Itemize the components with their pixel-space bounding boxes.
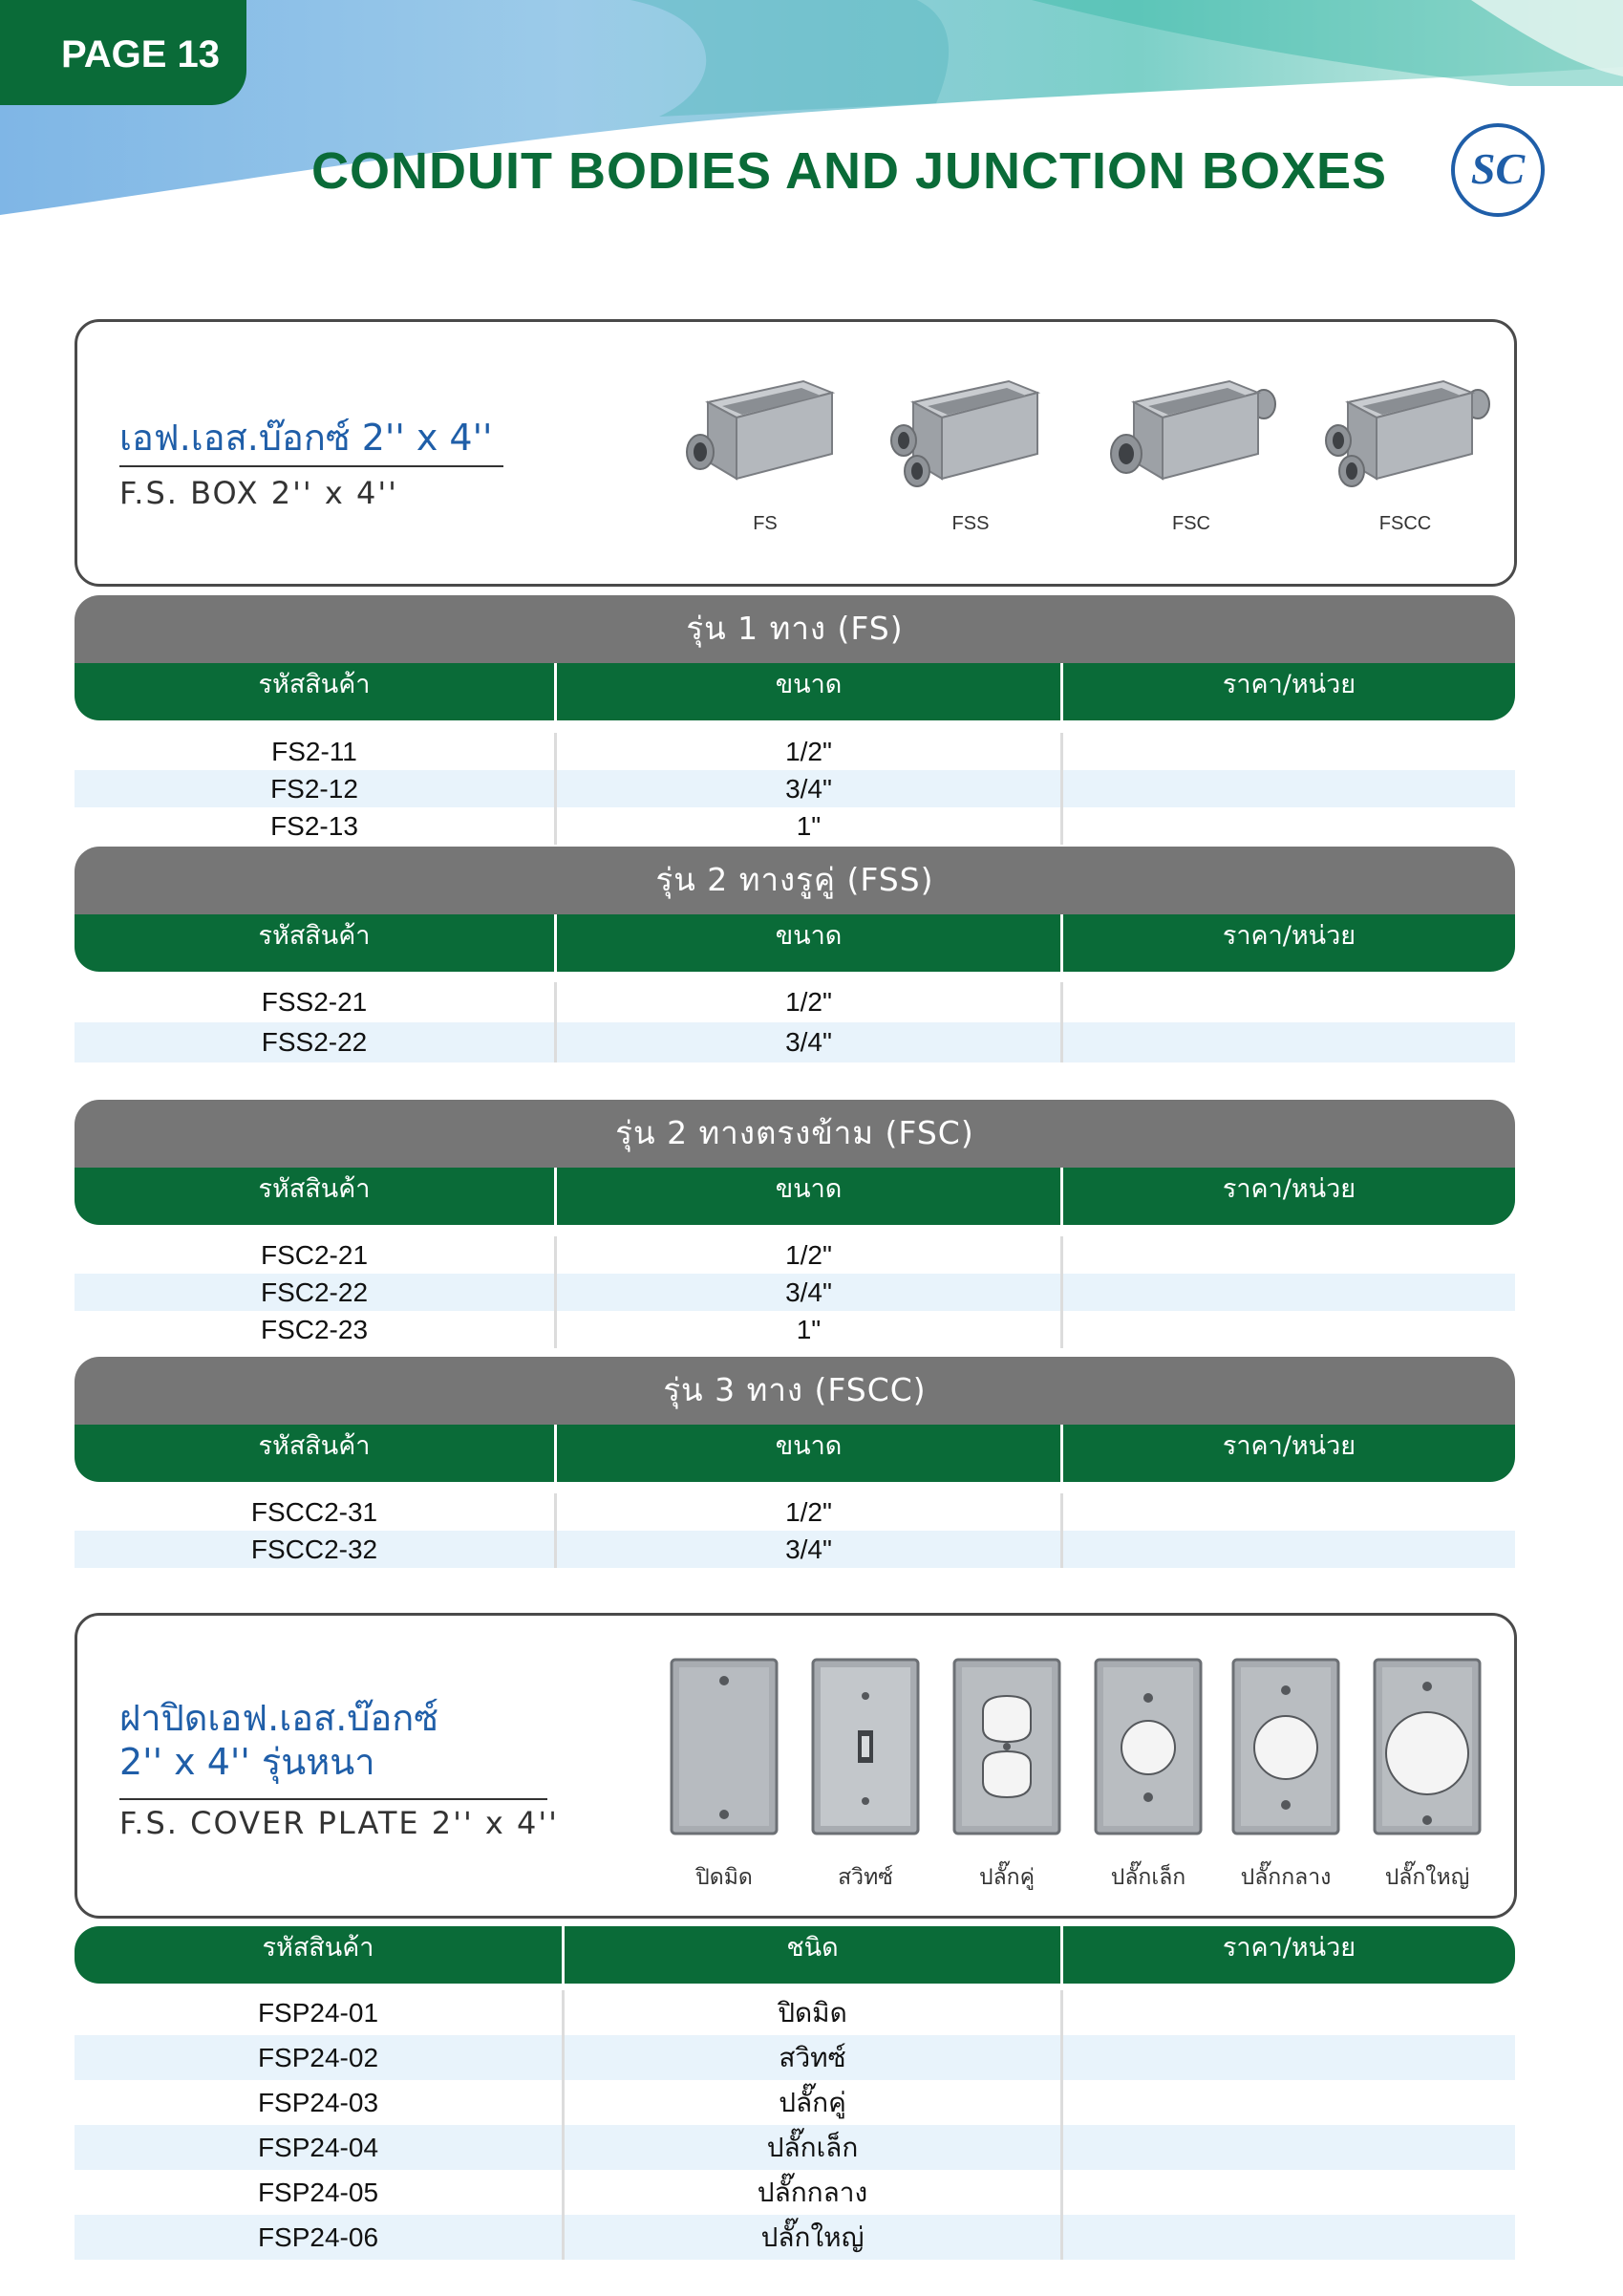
product-size: 1" — [796, 810, 822, 841]
page-title: CONDUIT BODIES AND JUNCTION BOXES — [311, 142, 1388, 200]
product-large-outlet-plate — [1365, 1658, 1489, 1897]
product-code: FSP24-06 — [257, 2221, 379, 2252]
table-row — [75, 2170, 1515, 2215]
col-header-size: ขนาด — [775, 921, 843, 951]
product-code: FSP24-05 — [257, 2177, 379, 2207]
product-label: FSC — [1172, 513, 1210, 534]
product-label: ปลั๊กใหญ่ — [1384, 1865, 1470, 1890]
product-price — [1063, 2125, 1515, 2170]
product-code: FSP24-04 — [257, 2132, 379, 2162]
sc-logo — [1448, 120, 1548, 220]
product-price — [1063, 807, 1515, 845]
section-title-fs: รุ่น 1 ทาง (FS) — [75, 595, 1515, 666]
product-price — [1063, 1236, 1515, 1274]
table-header-fss — [75, 914, 1515, 972]
product-medium-outlet-plate — [1224, 1658, 1348, 1897]
product-fs — [670, 364, 861, 555]
col-header-code: รหัสสินค้า — [258, 670, 371, 699]
product-size: 3/4" — [785, 1534, 832, 1564]
table-row — [75, 1236, 1515, 1274]
product-switch-plate — [803, 1658, 928, 1897]
product-size: 1/2" — [785, 1496, 832, 1527]
blank-cover-plate-image — [662, 1658, 786, 1839]
product-label: ปลั๊กคู่ — [978, 1865, 1035, 1890]
fs-box-name-english: F.S. BOX 2'' x 4'' — [119, 475, 398, 511]
table-row — [75, 2080, 1515, 2125]
table-header-fs — [75, 663, 1515, 720]
col-header-type: ชนิด — [786, 1933, 839, 1963]
fs-box-name-thai: เอฟ.เอส.บ๊อกซ์ 2'' x 4'' — [119, 417, 493, 459]
name-underline — [119, 1798, 547, 1800]
small-outlet-cover-plate-image — [1086, 1658, 1210, 1839]
product-blank-plate — [662, 1658, 786, 1897]
product-label: สวิทซ์ — [838, 1865, 893, 1890]
product-price — [1063, 1990, 1515, 2035]
table-header-fsc — [75, 1168, 1515, 1225]
fscc-box-three-way-image — [1310, 364, 1501, 507]
product-type: ปลั๊กใหญ่ — [760, 2221, 865, 2253]
product-code: FSCC2-32 — [250, 1534, 378, 1564]
large-outlet-cover-plate-image — [1365, 1658, 1489, 1839]
product-price — [1063, 2215, 1515, 2260]
cover-plate-name-thai-line1: ฝาปิดเอฟ.เอส.บ๊อกซ์ — [119, 1697, 439, 1739]
col-header-code: รหัสสินค้า — [258, 1431, 371, 1461]
table-header-fscc — [75, 1425, 1515, 1482]
duplex-outlet-cover-plate-image — [945, 1658, 1069, 1839]
table-row — [75, 807, 1515, 845]
product-type: ปิดมิด — [778, 1996, 847, 2028]
fss-box-two-way-image — [875, 364, 1066, 507]
table-row — [75, 1311, 1515, 1348]
product-price — [1063, 1531, 1515, 1568]
product-code: FSC2-22 — [260, 1277, 369, 1307]
switch-cover-plate-image — [803, 1658, 928, 1839]
table-row — [75, 2035, 1515, 2080]
product-code: FS2-12 — [270, 773, 358, 804]
product-size: 3/4" — [785, 1027, 832, 1057]
product-type: สวิทซ์ — [779, 2041, 846, 2073]
product-size: 3/4" — [785, 773, 832, 804]
product-code: FSC2-23 — [260, 1314, 369, 1344]
product-price — [1063, 1022, 1515, 1062]
fs-box-one-way-image — [670, 364, 861, 507]
product-label: ปลั๊กเล็ก — [1110, 1865, 1186, 1890]
product-price — [1063, 1311, 1515, 1348]
table-row — [75, 2215, 1515, 2260]
product-type: ปลั๊กคู่ — [779, 2086, 846, 2118]
product-price — [1063, 982, 1515, 1022]
name-underline — [119, 465, 503, 467]
table-row — [75, 982, 1515, 1022]
col-header-code: รหัสสินค้า — [258, 1174, 371, 1204]
page-number-tab — [0, 0, 246, 105]
product-price — [1063, 2035, 1515, 2080]
product-size: 1/2" — [785, 987, 832, 1017]
medium-outlet-cover-plate-image — [1224, 1658, 1348, 1839]
product-size: 3/4" — [785, 1277, 832, 1307]
product-price — [1063, 1274, 1515, 1311]
col-header-size: ขนาด — [775, 670, 843, 699]
product-label: ปลั๊กกลาง — [1240, 1865, 1332, 1890]
section-title-fss: รุ่น 2 ทางรูคู่ (FSS) — [75, 847, 1515, 917]
logo-text: SC — [1470, 144, 1526, 193]
product-code: FSS2-21 — [261, 987, 368, 1017]
section-title-fscc: รุ่น 3 ทาง (FSCC) — [75, 1357, 1515, 1427]
product-code: FSS2-22 — [261, 1027, 368, 1057]
cover-plate-product-panel — [75, 1613, 1517, 1919]
product-fss — [875, 364, 1066, 555]
col-header-price: ราคา/หน่วย — [1222, 921, 1356, 951]
product-code: FS2-13 — [270, 810, 358, 841]
page-number-label: PAGE 13 — [61, 32, 220, 75]
product-duplex-plate — [945, 1658, 1069, 1897]
product-code: FSP24-03 — [257, 2087, 379, 2117]
product-fsc — [1096, 364, 1287, 555]
product-small-outlet-plate — [1086, 1658, 1210, 1897]
col-header-size: ขนาด — [775, 1174, 843, 1204]
cover-plate-name-english: F.S. COVER PLATE 2'' x 4'' — [119, 1805, 559, 1841]
product-label: FSCC — [1378, 513, 1432, 534]
product-label: FSS — [951, 513, 990, 534]
table-row — [75, 1990, 1515, 2035]
product-price — [1063, 733, 1515, 770]
table-row — [75, 2125, 1515, 2170]
col-header-price: ราคา/หน่วย — [1222, 670, 1356, 699]
fs-box-product-panel — [75, 319, 1517, 587]
table-row — [75, 733, 1515, 770]
col-header-code: รหัสสินค้า — [258, 921, 371, 951]
table-row — [75, 1493, 1515, 1531]
table-row — [75, 770, 1515, 807]
col-header-price: ราคา/หน่วย — [1222, 1174, 1356, 1204]
product-code: FSCC2-31 — [250, 1496, 378, 1527]
col-header-price: ราคา/หน่วย — [1222, 1933, 1356, 1963]
product-price — [1063, 2170, 1515, 2215]
col-header-code: รหัสสินค้า — [262, 1933, 374, 1963]
product-size: 1" — [796, 1314, 822, 1344]
col-header-size: ขนาด — [775, 1431, 843, 1461]
product-size: 1/2" — [785, 1239, 832, 1270]
product-label: FS — [753, 513, 778, 534]
table-row — [75, 1022, 1515, 1062]
product-code: FSC2-21 — [260, 1239, 369, 1270]
product-type: ปลั๊กเล็ก — [766, 2131, 859, 2163]
table-row — [75, 1531, 1515, 1568]
product-price — [1063, 1493, 1515, 1531]
product-code: FS2-11 — [271, 736, 357, 766]
section-title-fsc: รุ่น 2 ทางตรงข้าม (FSC) — [75, 1100, 1515, 1170]
product-label: ปิดมิด — [695, 1865, 753, 1890]
cover-plate-name-thai-line2: 2'' x 4'' รุ่นหนา — [119, 1741, 375, 1783]
table-row — [75, 1274, 1515, 1311]
product-price — [1063, 2080, 1515, 2125]
product-type: ปลั๊กกลาง — [757, 2176, 868, 2208]
col-header-price: ราคา/หน่วย — [1222, 1431, 1356, 1461]
table-header-cover-plate — [75, 1926, 1515, 1984]
product-code: FSP24-01 — [257, 1997, 379, 2028]
fsc-box-two-way-opposite-image — [1096, 364, 1287, 507]
product-price — [1063, 770, 1515, 807]
product-size: 1/2" — [785, 736, 832, 766]
product-code: FSP24-02 — [257, 2042, 379, 2072]
product-fscc — [1310, 364, 1501, 555]
